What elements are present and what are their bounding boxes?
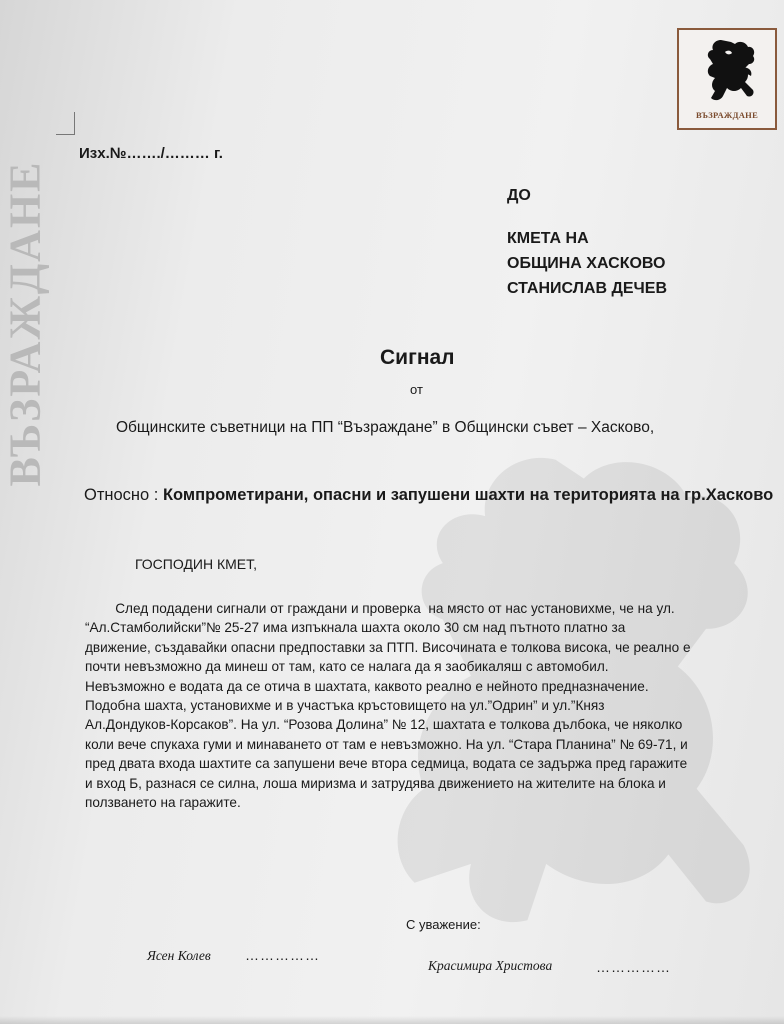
logo-text: ВЪЗРАЖДАНЕ bbox=[695, 110, 759, 120]
body-line: Ал.Дондуков-Корсаков”. На ул. “Розова Долина” № 12, шахтата е толкова дълбока, че няколко bbox=[85, 717, 683, 733]
body-paragraph bbox=[85, 599, 781, 812]
side-watermark-text: ВЪЗРАЖДАНЕ bbox=[0, 159, 50, 487]
signature-dots-1: …………… bbox=[245, 947, 320, 963]
body-line: движение, създавайки опасни предпоставки за ПТП. Височината е толкова висока, че реално е bbox=[85, 639, 691, 655]
signature-name-1: Ясен Колев bbox=[147, 948, 211, 963]
subject bbox=[84, 484, 774, 506]
body-line: “Ал.Стамболийски”№ 25-27 има изпъкнала шахта около 30 см над пътното платно за bbox=[85, 620, 626, 636]
closing-regards: С уважение: bbox=[406, 917, 481, 932]
addressee-to: ДО bbox=[507, 187, 531, 204]
page-bottom-edge bbox=[0, 1016, 784, 1024]
document-title: Сигнал bbox=[380, 346, 455, 369]
body-line: Подобна шахта, установихме и в участъка кръстовището на ул.”Одрин” и ул.”Княз bbox=[85, 698, 605, 714]
party-logo bbox=[677, 28, 777, 130]
side-watermark bbox=[0, 158, 50, 488]
subject-label: Относно : bbox=[84, 486, 163, 504]
addressee-line-1: КМЕТА НА bbox=[507, 230, 589, 247]
subject-text: Компрометирани, опасни и запушени шахти на територията на гр.Хасково bbox=[162, 486, 774, 504]
addressee-line-2: ОБЩИНА ХАСКОВО bbox=[507, 255, 666, 272]
body-line: Невъзможно е водата да се отича в шахтата, каквото реално е нейното предназначение. bbox=[85, 678, 649, 694]
reference-number: Изх.№……./……… г. bbox=[79, 145, 223, 162]
body-line: почти невъзможно да минеш от там, като се налага да я заобикаляш с автомобил. bbox=[85, 659, 609, 675]
body-line: ползването на гаражите. bbox=[85, 795, 241, 811]
lion-rampant-icon bbox=[701, 38, 757, 104]
from-word: от bbox=[410, 382, 423, 397]
addressee-line-3: СТАНИСЛАВ ДЕЧЕВ bbox=[507, 280, 668, 297]
councillors-line: Общинските съветници на ПП “Възраждане” в Общински съвет – Хасково, bbox=[116, 419, 655, 436]
crop-mark bbox=[56, 112, 75, 135]
signature-dots-2: …………… bbox=[596, 959, 671, 975]
body-line: След подадени сигнали от граждани и проверка на място от нас установихме, че на ул. bbox=[85, 601, 675, 616]
salutation: ГОСПОДИН КМЕТ, bbox=[135, 556, 258, 572]
signature-name-2: Красимира Христова bbox=[428, 958, 553, 973]
body-line: пред двата входа шахтите са запушени вече втора седмица, водата се задържа пред гаражите bbox=[85, 756, 688, 772]
body-line: и вход Б, разнася се силна, лоша миризма и затрудява движението на жителите на блока и bbox=[85, 775, 666, 791]
body-line: коли вече спукаха гуми и минаването от там е невъзможно. На ул. “Стара Планина” № 69-71, и bbox=[85, 736, 688, 752]
